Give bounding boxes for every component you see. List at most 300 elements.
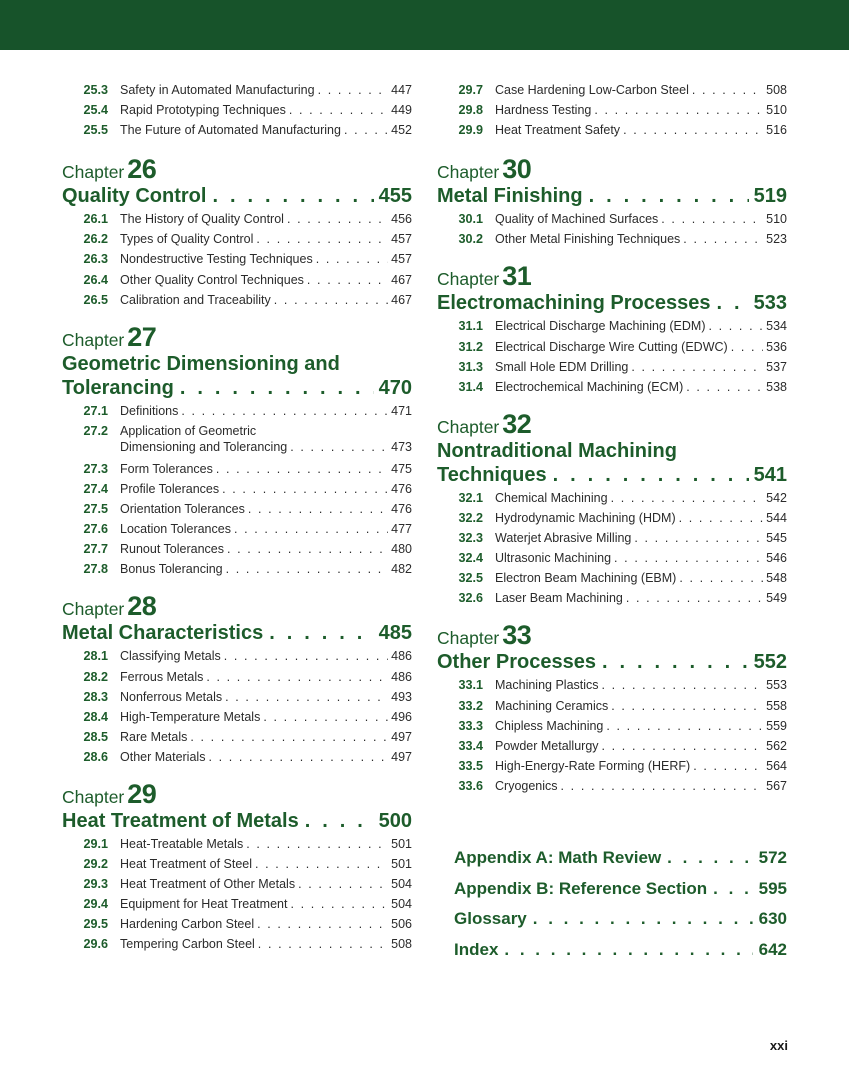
- section-title: Other Quality Control Techniques: [120, 272, 304, 287]
- chapter-label: Chapter 32: [437, 408, 532, 439]
- dot-leader: [318, 80, 389, 100]
- dot-leader: [263, 707, 388, 727]
- dot-leader: [258, 934, 388, 954]
- toc-entry[interactable]: [437, 488, 787, 508]
- toc-entry[interactable]: [62, 209, 412, 229]
- section-number: 31.1: [458, 319, 483, 334]
- section-title: Types of Quality Control: [120, 232, 254, 247]
- dot-leader: [623, 120, 763, 140]
- section-number: 33.2: [458, 698, 483, 713]
- section-number: 28.1: [83, 649, 108, 664]
- chapter-number: 30: [502, 154, 532, 185]
- page-number: 501: [391, 836, 412, 851]
- toc-entry[interactable]: [62, 539, 412, 559]
- page-number: 558: [766, 698, 787, 713]
- section-number: 27.1: [83, 403, 108, 418]
- chapter-label: Chapter 29: [62, 778, 157, 809]
- toc-entry[interactable]: [437, 377, 787, 397]
- toc-entry[interactable]: [62, 120, 412, 140]
- section-number: 25.5: [83, 123, 108, 138]
- dot-leader: [667, 843, 752, 874]
- section-number: 32.3: [458, 531, 483, 546]
- page-number: 536: [766, 339, 787, 354]
- toc-entry[interactable]: [437, 357, 787, 377]
- toc-entry[interactable]: [62, 747, 412, 767]
- page-number: 480: [391, 542, 412, 557]
- toc-entry[interactable]: [62, 914, 412, 934]
- section-title: Electrochemical Machining (ECM): [495, 379, 684, 394]
- section-title: High-Energy-Rate Forming (HERF): [495, 758, 691, 773]
- chapter-title[interactable]: Nontraditional Machining Techniques . . . 541: [437, 439, 787, 487]
- section-list: [62, 401, 412, 580]
- toc-entry[interactable]: [437, 229, 787, 249]
- chapter-page: 541: [753, 463, 787, 486]
- dot-leader: [274, 290, 388, 310]
- dot-leader: [256, 229, 388, 249]
- dot-leader: [222, 479, 388, 499]
- toc-entry[interactable]: [437, 316, 787, 336]
- dot-leader: [679, 568, 763, 588]
- dot-leader: [290, 894, 388, 914]
- section-title: Cryogenics: [495, 778, 558, 793]
- section-number: 26.4: [83, 272, 108, 287]
- dot-leader: [290, 439, 388, 455]
- section-number: 33.4: [458, 738, 483, 753]
- dot-leader: [614, 548, 763, 568]
- section-list: [62, 209, 412, 309]
- toc-entry[interactable]: [62, 519, 412, 539]
- section-number: 28.5: [83, 729, 108, 744]
- section-title: Heat Treatment of Other Metals: [120, 877, 296, 892]
- toc-entry[interactable]: [62, 421, 412, 459]
- section-number: 27.6: [83, 522, 108, 537]
- dot-leader: [206, 667, 388, 687]
- chapter-title[interactable]: Heat Treatment of Metals . . . 500: [62, 809, 412, 833]
- section-title: Other Materials: [120, 749, 206, 764]
- chapter-number: 32: [502, 408, 532, 439]
- dot-leader: [255, 854, 388, 874]
- section-number: 30.2: [458, 232, 483, 247]
- page-number: 508: [766, 83, 787, 97]
- dot-leader: [225, 687, 388, 707]
- section-number: 27.5: [83, 502, 108, 517]
- toc-entry[interactable]: [437, 120, 787, 140]
- page-number: 486: [391, 669, 412, 684]
- section-title: Definitions: [120, 403, 179, 418]
- dot-leader: [631, 357, 763, 377]
- chapter-label: Chapter 31: [437, 261, 532, 292]
- section-number: 27.7: [83, 542, 108, 557]
- toc-entry[interactable]: [62, 80, 412, 100]
- section-number: 31.3: [458, 359, 483, 374]
- page-number: 510: [766, 103, 787, 118]
- toc-entry[interactable]: [62, 249, 412, 269]
- chapter-label: Chapter 27: [62, 321, 157, 352]
- section-title: Quality of Machined Surfaces: [495, 212, 659, 227]
- chapter-number: 28: [127, 591, 157, 622]
- toc-entry[interactable]: [62, 401, 412, 421]
- back-matter-entry[interactable]: Glossary . . . 630: [454, 904, 787, 935]
- page-number: 467: [391, 272, 412, 287]
- page-number: 523: [766, 232, 787, 247]
- section-number: 26.3: [83, 252, 108, 267]
- page-folio: xxi: [769, 1038, 788, 1053]
- dot-leader: [533, 904, 753, 935]
- dot-leader: [611, 488, 764, 508]
- section-title: Rapid Prototyping Techniques: [120, 103, 286, 118]
- section-number: 32.2: [458, 510, 483, 525]
- toc-entry[interactable]: [62, 270, 412, 290]
- toc-entry[interactable]: [437, 508, 787, 528]
- toc-entry[interactable]: [437, 337, 787, 357]
- page-number: 549: [766, 591, 787, 606]
- section-number: 28.3: [83, 689, 108, 704]
- section-title: Safety in Automated Manufacturing: [120, 83, 315, 97]
- section-title: Rare Metals: [120, 729, 188, 744]
- chapter-label: Chapter 30: [437, 154, 532, 185]
- dot-leader: [307, 270, 388, 290]
- section-title: Waterjet Abrasive Milling: [495, 531, 632, 546]
- dot-leader: [190, 727, 388, 747]
- chapter-number: 33: [502, 620, 532, 651]
- section-title: Dimensioning and Tolerancing: [120, 439, 288, 454]
- page-number: 471: [391, 403, 412, 418]
- page-number: 572: [758, 848, 787, 867]
- section-number: 25.3: [83, 83, 108, 97]
- section-title: Bonus Tolerancing: [120, 562, 223, 577]
- section-number: 33.5: [458, 758, 483, 773]
- section-title: Small Hole EDM Drilling: [495, 359, 629, 374]
- page-number: 497: [391, 749, 412, 764]
- page-number: 504: [391, 897, 412, 912]
- section-title: Machining Ceramics: [495, 698, 609, 713]
- section-title: Electrical Discharge Wire Cutting (EDWC): [495, 339, 728, 354]
- section-number: 27.4: [83, 481, 108, 496]
- section-number: 26.5: [83, 292, 108, 307]
- section-number: 28.4: [83, 709, 108, 724]
- dot-leader: [708, 316, 763, 336]
- toc-entry[interactable]: [437, 548, 787, 568]
- dot-leader: [287, 209, 388, 229]
- chapter-title[interactable]: Other Processes . . . 552: [437, 650, 787, 674]
- page-number: 449: [391, 103, 412, 118]
- toc-entry[interactable]: [62, 100, 412, 120]
- section-number: 33.1: [458, 678, 483, 693]
- chapter-page: 552: [753, 651, 787, 674]
- page-number: 457: [391, 232, 412, 247]
- section-title: Case Hardening Low-Carbon Steel: [495, 83, 689, 97]
- dot-leader: [692, 80, 763, 100]
- page-number: 544: [766, 510, 787, 525]
- page-number: 567: [766, 778, 787, 793]
- toc-entry[interactable]: [62, 559, 412, 579]
- section-number: 26.2: [83, 232, 108, 247]
- toc-entry[interactable]: [62, 707, 412, 727]
- page-number: 542: [766, 490, 787, 505]
- dot-leader: [224, 646, 388, 666]
- chapter-number: 26: [127, 154, 157, 185]
- section-number: 30.1: [458, 212, 483, 227]
- toc-entry[interactable]: [62, 499, 412, 519]
- page-number: 467: [391, 292, 412, 307]
- dot-leader: [693, 756, 763, 776]
- dot-leader: [594, 100, 763, 120]
- chapter-26: [62, 154, 412, 309]
- toc-entry[interactable]: [437, 736, 787, 756]
- section-title: Hardness Testing: [495, 103, 592, 118]
- section-number: 29.6: [83, 937, 108, 952]
- section-list: [437, 675, 787, 796]
- section-title: Chemical Machining: [495, 490, 608, 505]
- section-title: Equipment for Heat Treatment: [120, 897, 288, 912]
- section-title: Ultrasonic Machining: [495, 551, 612, 566]
- dot-leader: [713, 874, 752, 905]
- section-number: 28.6: [83, 749, 108, 764]
- toc-entry[interactable]: [62, 646, 412, 666]
- chapter-title[interactable]: Geometric Dimensioning and Tolerancing . . . 470: [62, 352, 412, 400]
- section-number: 29.1: [83, 836, 108, 851]
- section-number: 27.8: [83, 562, 108, 577]
- chapter-title[interactable]: Metal Characteristics . . . 485: [62, 621, 412, 645]
- dot-leader: [226, 559, 389, 579]
- chapter-page: 455: [378, 185, 412, 208]
- dot-leader: [316, 249, 388, 269]
- section-title: Tempering Carbon Steel: [120, 937, 255, 952]
- toc-entry[interactable]: [437, 568, 787, 588]
- chapter-27: [62, 322, 412, 580]
- section-number: 25.4: [83, 103, 108, 118]
- toc-entry[interactable]: [62, 479, 412, 499]
- toc-entry[interactable]: [62, 727, 412, 747]
- toc-entry[interactable]: [62, 834, 412, 854]
- section-number: 32.1: [458, 490, 483, 505]
- back-matter-entry[interactable]: Appendix B: Reference Section . . . 595: [454, 874, 787, 905]
- section-number: 33.6: [458, 778, 483, 793]
- dot-leader: [626, 588, 763, 608]
- header-band: [0, 0, 849, 50]
- dot-leader: [181, 401, 388, 421]
- section-number: 29.7: [458, 83, 483, 97]
- section-list: [437, 209, 787, 249]
- chapter-28: [62, 591, 412, 767]
- dot-leader: [305, 809, 374, 833]
- dot-leader: [589, 184, 749, 208]
- toc-left-column: [62, 80, 412, 955]
- chapter-title[interactable]: Electromachining Processes . . . 533: [437, 291, 787, 315]
- dot-leader: [246, 834, 388, 854]
- section-title: Nondestructive Testing Techniques: [120, 252, 313, 267]
- page-number: 508: [391, 937, 412, 952]
- dot-leader: [661, 209, 763, 229]
- dot-leader: [298, 874, 388, 894]
- toc-entry[interactable]: [62, 229, 412, 249]
- page-number: 559: [766, 718, 787, 733]
- page-number: 476: [391, 481, 412, 496]
- section-title: Heat Treatment of Steel: [120, 857, 253, 872]
- page-number: 475: [391, 461, 412, 476]
- section-title: Chipless Machining: [495, 718, 604, 733]
- chapter-label: Chapter 28: [62, 591, 157, 622]
- dot-leader: [634, 528, 763, 548]
- dot-leader: [504, 935, 752, 966]
- section-title: Calibration and Traceability: [120, 292, 271, 307]
- dot-leader: [208, 747, 388, 767]
- toc-entry[interactable]: [437, 716, 787, 736]
- dot-leader: [561, 776, 764, 796]
- section-title: Profile Tolerances: [120, 481, 220, 496]
- section-number: 29.3: [83, 877, 108, 892]
- toc-entry[interactable]: [62, 667, 412, 687]
- chapter-number: 29: [127, 778, 157, 809]
- chapter-page: 485: [378, 622, 412, 645]
- toc-entry[interactable]: [62, 934, 412, 954]
- back-matter-entry[interactable]: Appendix A: Math Review . . . 572: [454, 843, 787, 874]
- section-number: 29.9: [458, 123, 483, 138]
- page-number: 546: [766, 551, 787, 566]
- chapter-page: 500: [378, 809, 412, 832]
- section-title: Location Tolerances: [120, 522, 231, 537]
- page-number: 452: [391, 123, 412, 138]
- dot-leader: [679, 508, 764, 528]
- dot-leader: [716, 291, 748, 315]
- section-title: Laser Beam Machining: [495, 591, 623, 606]
- dot-leader: [344, 120, 388, 140]
- page-number: 497: [391, 729, 412, 744]
- section-number: 29.4: [83, 897, 108, 912]
- dot-leader: [602, 675, 764, 695]
- section-title: High-Temperature Metals: [120, 709, 261, 724]
- section-title: Form Tolerances: [120, 461, 213, 476]
- section-number: 29.5: [83, 917, 108, 932]
- page-number: 516: [766, 123, 787, 138]
- toc-entry[interactable]: [437, 209, 787, 229]
- toc-entry[interactable]: [62, 874, 412, 894]
- section-title: Orientation Tolerances: [120, 502, 245, 517]
- section-number: 29.2: [83, 857, 108, 872]
- chapter-29-tail: [437, 80, 787, 140]
- toc-entry[interactable]: [62, 854, 412, 874]
- section-title: Ferrous Metals: [120, 669, 204, 684]
- section-title: Classifying Metals: [120, 649, 221, 664]
- dot-leader: [606, 716, 763, 736]
- section-number: 29.8: [458, 103, 483, 118]
- dot-leader: [731, 337, 763, 357]
- toc-entry[interactable]: [437, 100, 787, 120]
- toc-entry[interactable]: [62, 459, 412, 479]
- page-number: 642: [758, 939, 787, 959]
- section-number: 28.2: [83, 669, 108, 684]
- section-title: The Future of Automated Manufacturing: [120, 123, 341, 138]
- dot-leader: [234, 519, 388, 539]
- chapter-31: [437, 261, 787, 396]
- page-number: 538: [766, 379, 787, 394]
- section-title: Heat Treatment Safety: [495, 123, 621, 138]
- back-matter-entry[interactable]: Index . . . 642: [454, 935, 787, 966]
- dot-leader: [180, 376, 374, 400]
- chapter-32: [437, 409, 787, 609]
- page-number: 482: [391, 562, 412, 577]
- section-number: 27.2: [83, 423, 108, 438]
- page-number: 493: [391, 689, 412, 704]
- section-title: Electron Beam Machining (EBM): [495, 571, 677, 586]
- dot-leader: [686, 377, 763, 397]
- page-number: 486: [391, 649, 412, 664]
- chapter-33: [437, 620, 787, 796]
- section-title-line1: Application of Geometric: [120, 423, 257, 438]
- page-number: 630: [758, 909, 787, 928]
- toc-entry[interactable]: [437, 528, 787, 548]
- page-number: 545: [766, 531, 787, 546]
- page-number: 476: [391, 502, 412, 517]
- toc-entry[interactable]: [437, 776, 787, 796]
- page-number: 457: [391, 252, 412, 267]
- chapter-number: 27: [127, 321, 157, 352]
- section-title: Nonferrous Metals: [120, 689, 223, 704]
- chapter-title[interactable]: Quality Control . . . 455: [62, 184, 412, 208]
- chapter-29: [62, 779, 412, 955]
- page-number: 473: [391, 439, 412, 454]
- section-title: Electrical Discharge Machining (EDM): [495, 319, 706, 334]
- page-number: 477: [391, 522, 412, 537]
- toc-entry[interactable]: [62, 687, 412, 707]
- chapter-number: 31: [502, 261, 532, 292]
- toc-entry[interactable]: [437, 80, 787, 100]
- dot-leader: [602, 650, 749, 674]
- toc-entry[interactable]: [62, 894, 412, 914]
- chapter-title[interactable]: Metal Finishing . . . 519: [437, 184, 787, 208]
- page-number: 548: [766, 571, 787, 586]
- dot-leader: [216, 459, 388, 479]
- section-number: 32.4: [458, 551, 483, 566]
- chapter-page: 519: [753, 185, 787, 208]
- chapter-30: [437, 154, 787, 249]
- section-number: 32.5: [458, 571, 483, 586]
- dot-leader: [248, 499, 388, 519]
- page-number: 501: [391, 857, 412, 872]
- page-number: 562: [766, 738, 787, 753]
- page-number: 504: [391, 877, 412, 892]
- dot-leader: [683, 229, 763, 249]
- page-number: 496: [391, 709, 412, 724]
- page-number: 456: [391, 212, 412, 227]
- chapter-label: Chapter 26: [62, 154, 157, 185]
- section-number: 26.1: [83, 212, 108, 227]
- section-number: 32.6: [458, 591, 483, 606]
- chapter-page: 470: [378, 376, 412, 399]
- toc-entry[interactable]: [437, 756, 787, 776]
- page-number: 510: [766, 212, 787, 227]
- section-title: Other Metal Finishing Techniques: [495, 232, 681, 247]
- toc-entry[interactable]: [62, 290, 412, 310]
- page-number: 564: [766, 758, 787, 773]
- page-number: 595: [758, 878, 787, 898]
- section-list: [437, 316, 787, 396]
- section-list: [62, 834, 412, 955]
- section-number: 31.4: [458, 379, 483, 394]
- toc-entry[interactable]: [437, 588, 787, 608]
- toc-entry[interactable]: [437, 675, 787, 695]
- dot-leader: [269, 621, 373, 645]
- page-number: 506: [391, 917, 412, 932]
- dot-leader: [553, 463, 749, 487]
- page-number: 553: [766, 678, 787, 693]
- back-matter: [454, 843, 787, 965]
- dot-leader: [212, 184, 373, 208]
- section-title: Runout Tolerances: [120, 542, 225, 557]
- dot-leader: [289, 100, 388, 120]
- toc-entry[interactable]: [437, 696, 787, 716]
- page-number: 534: [766, 319, 787, 334]
